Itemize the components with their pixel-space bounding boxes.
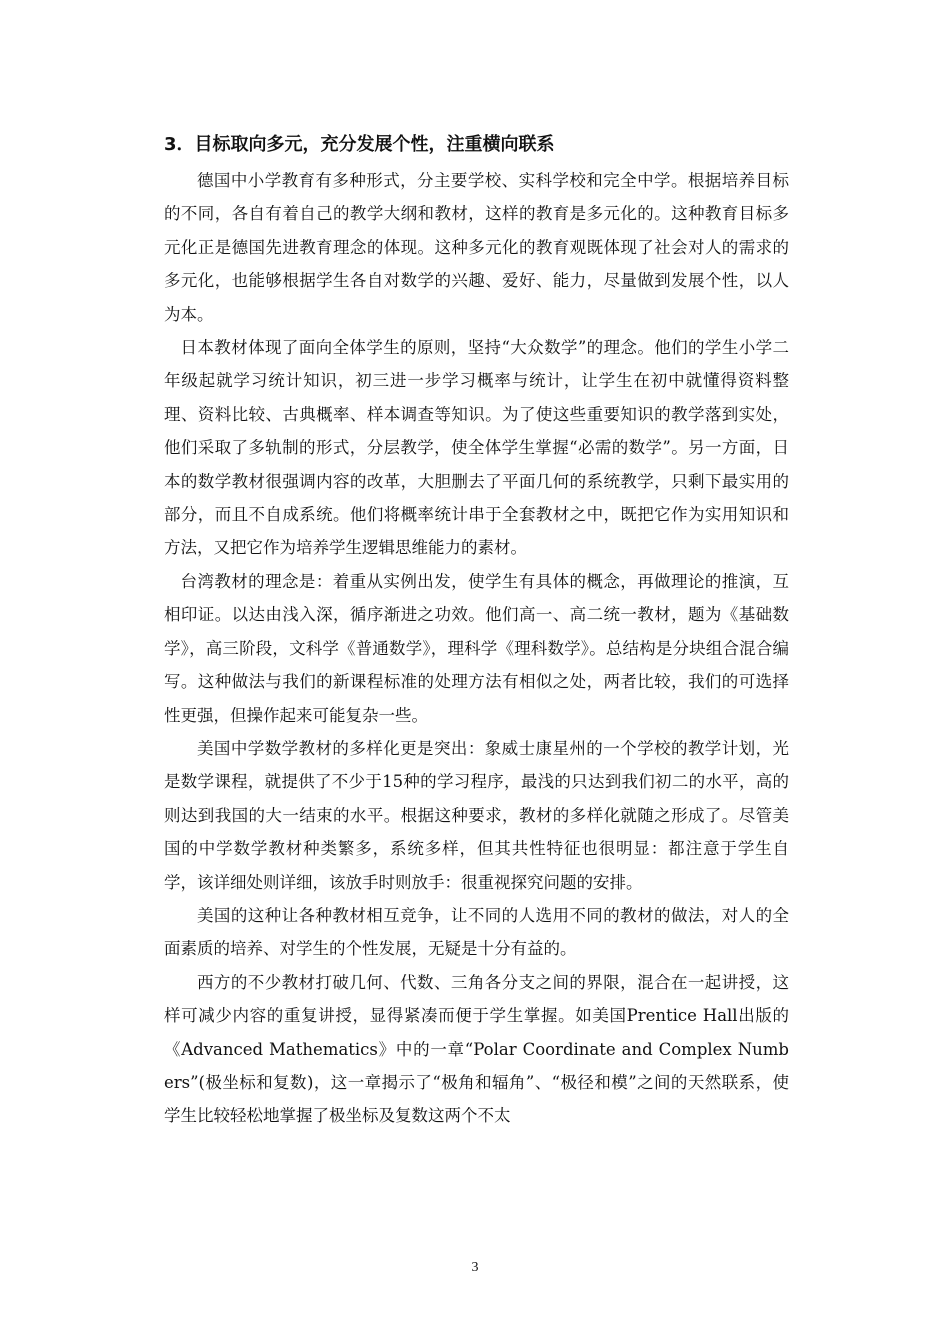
paragraph-taiwan: 台湾教材的理念是：着重从实例出发，使学生有具体的概念，再做理论的推演，互相印证。以达由浅入深，循序渐进之功效。他们高一、高二统一教材，题为《基础数学》，高三阶段，文科学《普通数学》，理科学《理科数学》。总结构是分块组合混合编写。这种做法与我们的新课程标准的处理方法有相似之处，两者比较，我们的可选择性更强，但操作起来可能复杂一些。	[164, 571, 789, 725]
section-heading: 3．目标取向多元，充分发展个性，注重横向联系	[164, 134, 555, 155]
page-content	[164, 130, 789, 1133]
paragraph-germany: 德国中小学教育有多种形式，分主要学校、实科学校和完全中学。根据培养目标的不同，各自有着自己的教学大纲和教材，这样的教育是多元化的。这种教育目标多元化正是德国先进教育理念的体现。这种多元化的教育观既体现了社会对人的需求的多元化，也能够根据学生各自对数学的兴趣、爱好、能力，尽量做到发展个性，以人为本。	[164, 171, 789, 324]
paragraph-western-textbooks: 西方的不少教材打破几何、代数、三角各分支之间的界限，混合在一起讲授，这样可减少内容的重复讲授，显得紧凑而便于学生掌握。如美国Prentice Hall出版的《Advanced Mathematics》中的一章“Polar Coordinate and Complex Numbers”(极坐标和复数)，这一章揭示了“极角和辐角”、“极径和模”之间的天然联系，使学生比较轻松地掌握了极坐标及复数这两个不太	[164, 972, 789, 1126]
paragraph-usa: 美国中学数学教材的多样化更是突出：象威士康星州的一个学校的教学计划，光是数学课程，就提供了不少于15种的学习程序，最浅的只达到我们初二的水平，高的则达到我国的大一结束的水平。根据这种要求，教材的多样化就随之形成了。尽管美国的中学数学教材种类繁多，系统多样，但其共性特征也很明显：都注意于学生自学，该详细处则详细，该放手时则放手：很重视探究问题的安排。	[164, 738, 789, 892]
paragraph-japan: 日本教材体现了面向全体学生的原则，坚持“大众数学”的理念。他们的学生小学二年级起就学习统计知识，初三进一步学习概率与统计，让学生在初中就懂得资料整理、资料比较、古典概率、样本调查等知识。为了使这些重要知识的教学落到实处，他们采取了多轨制的形式，分层教学，使全体学生掌握“必需的数学”。另一方面，日本的数学教材很强调内容的改革，大胆删去了平面几何的系统教学，只剩下最实用的部分，而且不自成系统。他们将概率统计串于全套教材之中，既把它作为实用知识和方法，又把它作为培养学生逻辑思维能力的素材。	[164, 338, 789, 558]
paragraph-usa-competition: 美国的这种让各种教材相互竞争，让不同的人选用不同的教材的做法，对人的全面素质的培养、对学生的个性发展，无疑是十分有益的。	[164, 905, 789, 959]
page-number: 3	[471, 1260, 479, 1275]
